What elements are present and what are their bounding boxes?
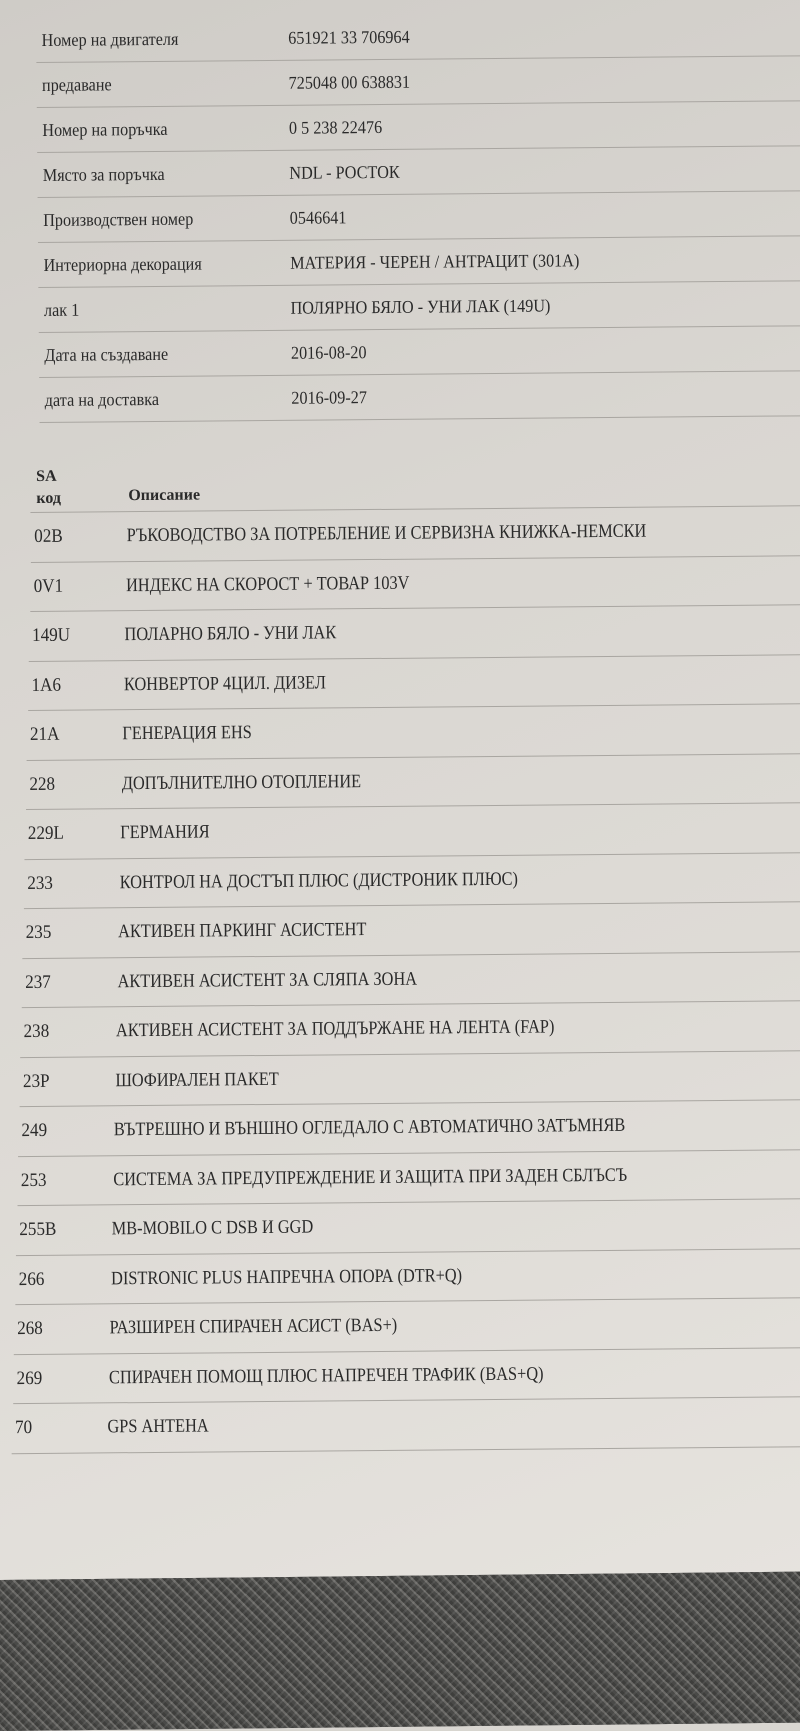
header-code-line2: код bbox=[36, 489, 62, 507]
info-row bbox=[37, 146, 800, 198]
sa-code: 228 bbox=[28, 773, 55, 795]
table-row bbox=[21, 952, 800, 1008]
sa-description: КОНВЕРТОР 4ЦИЛ. ДИЗЕЛ bbox=[123, 672, 326, 695]
table-row bbox=[11, 1397, 800, 1453]
table-row bbox=[22, 902, 800, 958]
info-row bbox=[38, 281, 800, 333]
sa-description: АКТИВЕН АСИСТЕНТ ЗА СЛЯПА ЗОНА bbox=[116, 968, 417, 993]
info-row bbox=[39, 326, 800, 378]
info-row bbox=[38, 236, 800, 288]
header-description: Описание bbox=[128, 486, 201, 505]
sa-description: СПИРАЧЕН ПОМОЩ ПЛЮС НАПРЕЧЕН ТРАФИК (BAS+Q) bbox=[108, 1363, 544, 1389]
table-row bbox=[26, 704, 800, 760]
sa-code: 233 bbox=[26, 872, 53, 894]
info-label: Номер на двигателя bbox=[41, 28, 179, 50]
info-value: 725048 00 638831 bbox=[288, 71, 411, 93]
sa-code: 238 bbox=[23, 1021, 50, 1043]
table-row bbox=[19, 1051, 800, 1107]
sa-code: 269 bbox=[16, 1367, 42, 1389]
table-row bbox=[27, 655, 800, 711]
header-code-line1: SA bbox=[36, 467, 57, 485]
sa-code: 229L bbox=[27, 822, 65, 845]
info-row bbox=[39, 371, 800, 423]
info-value: ПОЛЯРНО БЯЛО - УНИ ЛАК (149U) bbox=[290, 295, 551, 318]
sa-description: АКТИВЕН АСИСТЕНТ ЗА ПОДДЪРЖАНЕ НА ЛЕНТА (FAP) bbox=[115, 1016, 555, 1042]
sa-code: 23P bbox=[22, 1070, 50, 1092]
sa-code: 253 bbox=[20, 1169, 47, 1191]
info-label: Място за поръчка bbox=[42, 163, 165, 185]
sa-description: АКТИВЕН ПАРКИНГ АСИСТЕНТ bbox=[118, 919, 367, 943]
sa-code: 255B bbox=[19, 1219, 57, 1241]
table-row bbox=[18, 1100, 800, 1156]
info-label: Номер на поръчка bbox=[42, 118, 168, 140]
info-row bbox=[36, 11, 800, 63]
table-row bbox=[12, 1348, 800, 1404]
sa-code: 21A bbox=[29, 724, 60, 746]
table-row bbox=[20, 1001, 800, 1057]
sa-code: 70 bbox=[14, 1417, 33, 1439]
sa-description: ПОЛАРНО БЯЛО - УНИ ЛАК bbox=[124, 622, 337, 646]
info-value: МАТЕРИЯ - ЧЕРЕН / АНТРАЦИТ (301A) bbox=[290, 249, 580, 273]
sa-code: 149U bbox=[32, 624, 71, 647]
table-row bbox=[29, 556, 800, 612]
sa-description: ИНДЕКС НА СКОРОСТ + ТОВАР 103V bbox=[125, 572, 410, 596]
sa-description: РАЗШИРЕН СПИРАЧЕН АСИСТ (BAS+) bbox=[109, 1315, 398, 1339]
sa-description: MB-MOBILO C DSB И GGD bbox=[111, 1216, 314, 1240]
header-code bbox=[36, 466, 61, 510]
table-row bbox=[25, 754, 800, 810]
sa-description: GPS АНТЕНА bbox=[107, 1415, 209, 1438]
info-row bbox=[36, 56, 800, 108]
sa-description: ГЕНЕРАЦИЯ EHS bbox=[122, 722, 252, 745]
table-row bbox=[17, 1150, 800, 1206]
info-label: Дата на създаване bbox=[44, 343, 169, 365]
table-row bbox=[24, 803, 800, 859]
sa-code: 266 bbox=[18, 1268, 44, 1290]
sa-code: 0V1 bbox=[33, 575, 63, 597]
table-row bbox=[23, 853, 800, 909]
sa-code: 02B bbox=[34, 525, 63, 548]
table-row bbox=[13, 1298, 800, 1354]
sa-description: РЪКОВОДСТВО ЗА ПОТРЕБЛЕНИЕ И СЕРВИЗНА КНИЖКА-НЕМСКИ bbox=[126, 520, 647, 547]
info-label: лак 1 bbox=[43, 299, 80, 320]
sa-description: DISTRONIC PLUS НАПРЕЧНА ОПОРА (DTR+Q) bbox=[110, 1265, 462, 1290]
info-value: 651921 33 706964 bbox=[288, 26, 410, 48]
info-label: Производствен номер bbox=[43, 208, 194, 230]
sa-description: ШОФИРАЛЕН ПАКЕТ bbox=[114, 1068, 279, 1092]
sa-code: 235 bbox=[25, 922, 52, 944]
info-row bbox=[37, 101, 800, 153]
table-row bbox=[28, 605, 800, 661]
table-row bbox=[30, 506, 800, 562]
info-label: Интериорна декорация bbox=[43, 253, 202, 275]
sa-description: КОНТРОЛ НА ДОСТЪП ПЛЮС (ДИСТРОНИК ПЛЮС) bbox=[119, 868, 518, 893]
info-label: дата на доставка bbox=[44, 388, 160, 410]
table-row bbox=[15, 1199, 800, 1255]
sa-description: ДОПЪЛНИТЕЛНО ОТОПЛЕНИЕ bbox=[121, 770, 361, 794]
carpet-background bbox=[0, 1572, 800, 1731]
sa-code: 268 bbox=[17, 1318, 43, 1340]
info-label: предаване bbox=[41, 73, 112, 95]
info-value: NDL - РОСТОК bbox=[289, 161, 400, 183]
info-value: 2016-08-20 bbox=[290, 341, 367, 363]
info-row bbox=[38, 191, 800, 243]
sa-code: 237 bbox=[24, 971, 51, 993]
sa-code: 1A6 bbox=[30, 674, 61, 696]
sa-description: СИСТЕМА ЗА ПРЕДУПРЕЖДЕНИЕ И ЗАЩИТА ПРИ ЗАДЕН СБЛЪСЪ bbox=[112, 1164, 627, 1191]
vehicle-info-table bbox=[36, 11, 800, 423]
sa-code: 249 bbox=[21, 1120, 48, 1142]
info-value: 0546641 bbox=[289, 206, 347, 228]
info-value: 0 5 238 22476 bbox=[288, 116, 383, 138]
sa-table-header bbox=[30, 455, 800, 513]
sa-code-table bbox=[14, 455, 800, 1453]
table-row bbox=[14, 1249, 800, 1305]
sa-description: ВЪТРЕШНО И ВЪНШНО ОГЛЕДАЛО С АВТОМАТИЧНО ЗАТЪМНЯВ bbox=[113, 1115, 626, 1141]
info-value: 2016-09-27 bbox=[291, 386, 368, 408]
sa-description: ГЕРМАНИЯ bbox=[120, 821, 210, 844]
